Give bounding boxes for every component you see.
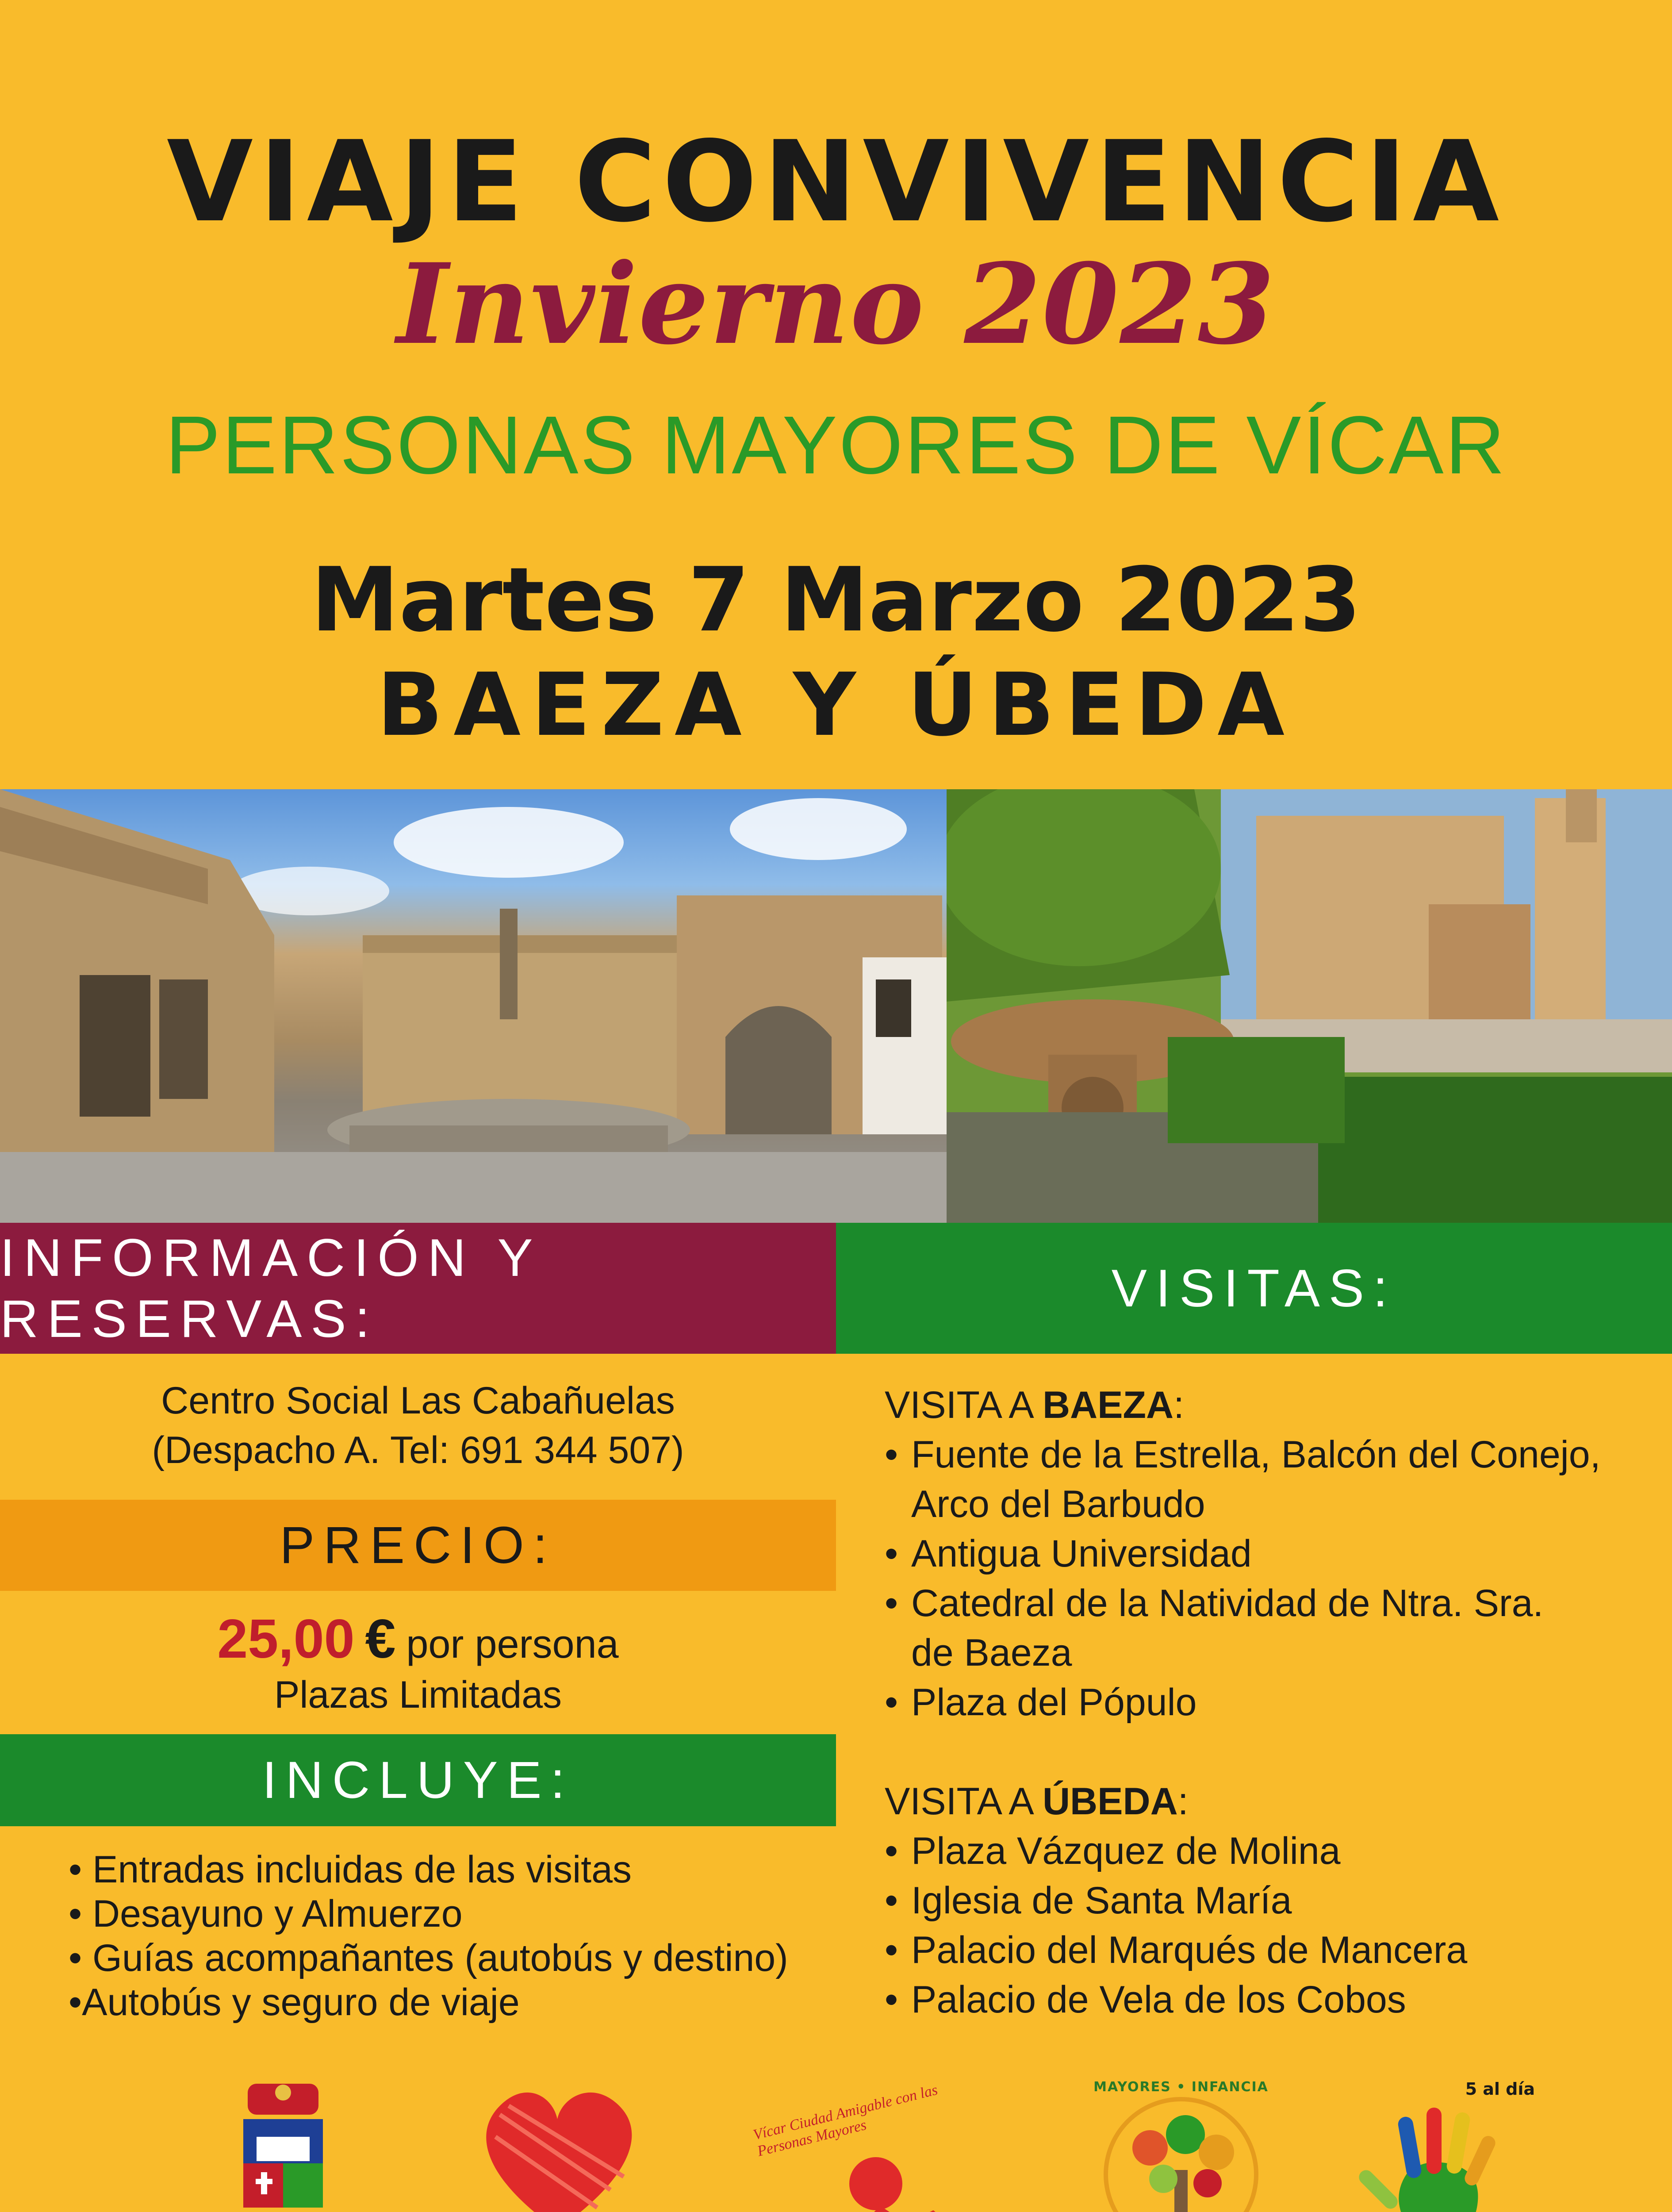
baeza-heading: VISITA A BAEZA: xyxy=(885,1384,1185,1426)
list-item: • Plaza del Pópulo xyxy=(885,1681,1197,1724)
baeza-photo-illustration xyxy=(0,789,947,1223)
baeza-photo xyxy=(0,789,947,1223)
visitas-header: VISITAS: xyxy=(836,1223,1672,1354)
price-currency: € xyxy=(365,1609,396,1670)
list-item: • Catedral de la Natividad de Ntra. Sra. xyxy=(885,1582,1544,1624)
precio-header: PRECIO: xyxy=(0,1500,836,1591)
info-line: Centro Social Las Cabañuelas xyxy=(161,1379,675,1422)
info-header: INFORMACIÓN Y RESERVAS: xyxy=(0,1223,836,1354)
info-contact xyxy=(0,1376,836,1475)
list-item: • Entradas incluidas de las visitas xyxy=(69,1848,632,1891)
vicar-es-mucho-logo xyxy=(464,2079,686,2212)
event-places: BAEZA Y ÚBEDA xyxy=(377,655,1295,756)
incluye-header: INCLUYE: xyxy=(0,1734,836,1826)
list-item-continued: Arco del Barbudo xyxy=(911,1483,1205,1525)
list-item-continued: de Baeza xyxy=(911,1632,1072,1674)
poster-title: VIAJE CONVIVENCIA xyxy=(166,117,1506,247)
list-item: • Palacio del Marqués de Mancera xyxy=(885,1929,1468,1971)
list-item: • Iglesia de Santa María xyxy=(885,1879,1292,1922)
price-note: Plazas Limitadas xyxy=(274,1674,562,1716)
list-item: • Desayuno y Almuerzo xyxy=(69,1893,463,1935)
poster-subtitle: Invierno 2023 xyxy=(396,239,1276,369)
coat-of-arms-icon xyxy=(230,2079,336,2212)
list-item: •Autobús y seguro de viaje xyxy=(69,1981,520,2024)
ubeda-city: ÚBEDA xyxy=(1042,1780,1178,1823)
list-item: • Antigua Universidad xyxy=(885,1532,1252,1575)
cinco-al-dia-logo xyxy=(1349,2079,1535,2212)
visitas-list xyxy=(885,1380,1663,2024)
frutas-five: 5 al día xyxy=(1465,2079,1535,2099)
ubeda-photo xyxy=(947,789,1672,1223)
event-date: Martes 7 Marzo 2023 xyxy=(311,549,1361,652)
baeza-city: BAEZA xyxy=(1042,1384,1174,1426)
salud-top-text: MAYORES • INFANCIA xyxy=(1093,2079,1269,2095)
price-amount: 25,00 xyxy=(217,1609,355,1670)
hand-print-icon xyxy=(1349,2099,1535,2212)
list-item: • Guías acompañantes (autobús y destino) xyxy=(69,1937,788,1979)
ubeda-photo-illustration xyxy=(947,789,1672,1223)
list-item: • Palacio de Vela de los Cobos xyxy=(885,1978,1406,2021)
info-line: (Despacho A. Tel: 691 344 507) xyxy=(152,1429,684,1471)
poster-audience: PERSONAS MAYORES DE VÍCAR xyxy=(165,399,1507,491)
salud-local-logo xyxy=(1084,2079,1278,2212)
ciudad-amigable-logo xyxy=(752,2079,1000,2212)
price-block xyxy=(0,1608,836,1720)
amigable-text: Vícar Ciudad Amigable con las Personas Mayores xyxy=(752,2081,940,2160)
ayuntamiento-logo xyxy=(150,2079,416,2212)
heart-icon xyxy=(464,2079,650,2212)
tree-icon xyxy=(1084,2095,1278,2212)
ubeda-heading: VISITA A ÚBEDA: xyxy=(885,1780,1189,1823)
list-item: • Fuente de la Estrella, Balcón del Conejo, xyxy=(885,1433,1601,1476)
list-item: • Plaza Vázquez de Molina xyxy=(885,1830,1341,1872)
price-per: por persona xyxy=(406,1622,619,1667)
includes-list xyxy=(69,1845,788,2022)
